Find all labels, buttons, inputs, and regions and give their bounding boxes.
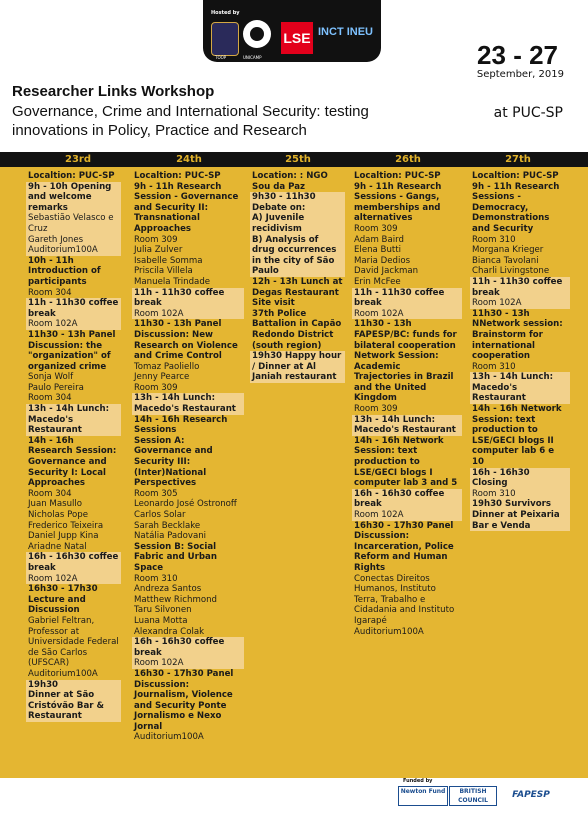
schedule-entry: Juan Masullo <box>28 499 83 510</box>
schedule-entry: Auditorium100A <box>28 668 98 679</box>
workshop-title: Researcher Links Workshop <box>12 83 215 100</box>
schedule-entry: Auditorium100A <box>134 732 204 743</box>
schedule-entry: Dinner at São Cristóvão Bar & Restaurant <box>26 690 121 722</box>
schedule-entry: 13h - 14h Lunch: Macedo's Restaurant <box>26 404 121 436</box>
schedule-entry: Nicholas Pope <box>28 510 88 520</box>
unicamp-logo <box>243 20 271 48</box>
schedule-entry: Erin McFee <box>354 276 401 287</box>
schedule-entry: Manuela Trindade <box>134 276 211 287</box>
inct-ineu-logo: INCT INEU <box>318 26 373 38</box>
schedule-entry: Matthew Richmond <box>134 594 217 605</box>
schedule-entry: Luana Motta <box>134 615 188 626</box>
schedule-entry: Room 102A <box>26 574 121 585</box>
schedule-entry: 10h - 11h Introduction of participants <box>28 255 101 287</box>
schedule-entry: Frederico Teixeira <box>28 520 104 531</box>
schedule-entry: Room 309 <box>134 382 178 393</box>
schedule-entry: 14h - 16h Research Session: Governance and Security I: Local Approaches <box>28 435 117 489</box>
schedule-entry: Room 310 <box>472 361 516 372</box>
day-label: 25th <box>285 154 311 165</box>
schedule-entry: Room 309 <box>354 223 398 234</box>
schedule-entry: Julia Zulver <box>134 245 183 256</box>
schedule-entry: Maria Dedios <box>354 255 411 266</box>
schedule-entry: Room 310 <box>470 489 570 500</box>
schedule-entry: 11h - 11h30 coffee break <box>132 288 244 309</box>
schedule-entry: Localtion: PUC-SP <box>134 171 221 181</box>
schedule-entry: Session B: Social Fabric and Urban Space <box>134 541 217 573</box>
schedule-entry: Room 310 <box>134 573 178 584</box>
schedule-entry: Room 309 <box>354 404 398 415</box>
schedule-entry: 9h30 - 11h30 Debate on: <box>250 192 345 213</box>
footer <box>0 778 588 831</box>
schedule-entry: Localtion: PUC-SP <box>354 171 441 181</box>
schedule-entry: Jenny Pearce <box>134 372 190 383</box>
schedule-entry: 14h - 16h Network Session: text production to LSE/GECI blogs I computer lab 3 and 5 <box>354 435 458 489</box>
event-venue: at PUC-SP <box>493 105 563 121</box>
schedule-entry: 9h - 11h Research Sessions - Democracy, Demonstrations and Security <box>472 181 560 234</box>
schedule-entry: Auditorium100A <box>26 245 121 256</box>
schedule-entry: 11h30 - 13h FAPESP/BC: funds for bilateral cooperation Network Session: Academic Trajectories in Brazil and the United Kingdom <box>354 319 457 404</box>
schedule-entry: B) Analysis of drug occurrences in the city of São Paulo <box>250 235 345 277</box>
schedule-entry: Localtion: PUC-SP <box>28 171 115 181</box>
schedule-entry: 13h - 14h Lunch: Macedo's Restaurant <box>470 372 570 404</box>
unicamp-caption: UNICAMP <box>243 55 262 60</box>
schedule-entry: 9h - 10h Opening and welcome remarks <box>26 182 121 214</box>
schedule-entry: Elena Butti <box>354 245 402 256</box>
schedule-entry: 11h - 11h30 coffee break <box>352 288 462 309</box>
schedule-entry: Room 304 <box>28 287 72 298</box>
schedule-entry: Conectas Direitos Humanos, Instituto Terra, Trabalho e Cidadania and Instituto Igarapé <box>354 573 455 626</box>
schedule-entry: Location: : NGO Sou da Paz <box>252 171 328 192</box>
schedule-entry: Room 102A <box>470 298 570 309</box>
fapesp-logo: FAPESP <box>512 790 550 800</box>
british-council-logo: BRITISH COUNCIL <box>449 786 497 806</box>
schedule-entry: Room 102A <box>132 309 244 320</box>
schedule-entry: Natália Padovani <box>134 531 207 542</box>
schedule-entry: Localtion: PUC-SP <box>472 171 559 181</box>
schedule-entry: Session A: Governance and Security III: (Inter)National Perspectives <box>134 435 213 489</box>
event-dates: 23 - 27 <box>477 40 558 70</box>
schedule-entry: 11h - 11h30 coffee break <box>26 298 121 319</box>
schedule-entry: 19h30 <box>26 680 121 691</box>
schedule-entry: Room 102A <box>132 658 244 669</box>
schedule-entry: 16h30 - 17h30 Panel Discussion: Incarceration, Police Reform and Human Rights <box>354 520 454 573</box>
schedule-entry: Carlos Solar <box>134 510 186 520</box>
funded-by-label: Funded by <box>403 778 433 784</box>
schedule-entry: 16h - 16h30 Closing <box>470 468 570 489</box>
day-label: 24th <box>176 154 202 165</box>
day-label: 26th <box>395 154 421 165</box>
day-header-band <box>0 152 588 167</box>
schedule-entry: 11h30 - 13h Panel Discussion: New Research on Violence and Crime Control <box>134 319 238 362</box>
schedule-entry: Andreza Santos <box>134 584 202 595</box>
schedule-entry: Room 309 <box>134 234 178 245</box>
schedule-entry: A) Juvenile recidivism <box>250 213 345 234</box>
lse-logo: LSE <box>281 22 313 54</box>
schedule-entry: Ariadne Natal <box>28 541 87 552</box>
schedule-entry: 9h - 11h Research Session - Governance and Security II: Transnational Approaches <box>134 181 239 234</box>
schedule-entry: Daniel Jupp Kina <box>28 531 99 542</box>
schedule-entry: Room 310 <box>472 234 516 245</box>
host-logos-box <box>203 0 381 62</box>
schedule-entry: 9h - 11h Research Sessions - Gangs, memberships and alternatives <box>354 181 442 224</box>
schedule-entry: Sonja Wolf <box>28 372 74 383</box>
schedule-entry: Morgana Krieger <box>472 245 544 256</box>
schedule-entry: Gabriel Feltran, Professor at Universidade Federal de São Carlos (UFSCAR) <box>28 615 119 669</box>
schedule-entry: 13h - 14h Lunch: Macedo's Restaurant <box>352 415 462 436</box>
event-month: September, 2019 <box>476 69 564 80</box>
schedule-entry: 16h - 16h30 coffee break <box>132 637 244 658</box>
schedule-entry: 16h - 16h30 coffee break <box>352 489 462 510</box>
schedule-entry: Room 102A <box>352 309 462 320</box>
schedule-entry: Priscila Villela <box>134 266 193 277</box>
schedule-entry: 13h - 14h Lunch: Macedo's Restaurant <box>132 393 244 414</box>
schedule-entry: David Jackman <box>354 266 419 277</box>
schedule-entry: Taru Silvonen <box>134 605 192 616</box>
schedule-entry: Auditorium100A <box>354 626 424 637</box>
schedule-entry: 16h - 16h30 coffee break <box>26 552 121 573</box>
schedule-entry: 11h30 - 13h NNetwork session: Brainstorm for international cooperation <box>472 308 563 362</box>
schedule-entry: Sarah Becklake <box>134 520 201 531</box>
hosted-by-label: Hosted by <box>211 10 240 16</box>
workshop-subtitle: Governance, Crime and International Security: testing innovations in Policy, Practice and Research <box>12 103 369 139</box>
schedule-entry: 12h - 13h Lunch at Degas Restaurant <box>252 276 343 298</box>
schedule-entry: 16h30 - 17h30 Panel Discussion: Journalism, Violence and Security Ponte Jornalismo e Nexo Jornal <box>134 668 234 732</box>
schedule-entry: Room 304 <box>28 488 72 499</box>
newton-fund-logo: Newton Fund <box>398 786 448 806</box>
schedule-entry: Bianca Tavolani <box>472 255 539 266</box>
schedule-entry: Gareth Jones <box>26 235 121 246</box>
day-column <box>26 171 121 722</box>
schedule-entry: Charli Livingstone <box>472 266 550 277</box>
schedule-entry: Alexandra Colak <box>134 626 205 637</box>
day-label: 27th <box>505 154 531 165</box>
schedule-entry: Leonardo José Ostronoff <box>134 499 237 510</box>
schedule-entry: 14h - 16h Network Session: text production to LSE/GECI blogs II computer lab 6 e 10 <box>472 404 562 468</box>
schedule-entry: 11h30 - 13h Panel Discussion: the "organization" of organized crime <box>28 329 116 372</box>
schedule-entry: Room 304 <box>28 393 72 404</box>
schedule-entry: 37th Police Battalion in Capão Redondo District (south region) <box>252 308 342 351</box>
schedule-entry: Adam Baird <box>354 234 404 245</box>
schedule-entry: Sebastião Velasco e Cruz <box>26 213 121 234</box>
schedule-entry: Site visit <box>252 298 295 309</box>
day-column <box>250 171 345 383</box>
day-column <box>132 171 244 743</box>
schedule-entry: Room 102A <box>26 319 121 330</box>
schedule-entry: Isabelle Somma <box>134 255 203 266</box>
day-label: 23rd <box>64 154 91 165</box>
schedule-entry: Tomaz Paoliello <box>134 361 200 372</box>
day-column <box>352 171 462 637</box>
schedule-grid <box>0 167 588 778</box>
schedule-entry: 19h30 Happy hour / Dinner at Al Janiah restaurant <box>250 351 345 383</box>
schedule-entry: 14h - 16h Research Sessions <box>134 414 228 436</box>
schedule-entry: 11h - 11h30 coffee break <box>470 277 570 298</box>
header <box>0 0 588 150</box>
schedule-entry: 19h30 Survivors Dinner at Peixaria Bar e Venda <box>470 499 570 531</box>
schedule-entry: 16h30 - 17h30 Lecture and Discussion <box>28 584 98 616</box>
schedule-entry: Room 102A <box>352 510 462 521</box>
toop-caption: TOOP <box>215 55 227 60</box>
day-column <box>470 171 570 531</box>
schedule-entry: Room 305 <box>134 488 178 499</box>
toop-logo <box>211 22 239 56</box>
schedule-entry: Paulo Pereira <box>28 382 84 393</box>
